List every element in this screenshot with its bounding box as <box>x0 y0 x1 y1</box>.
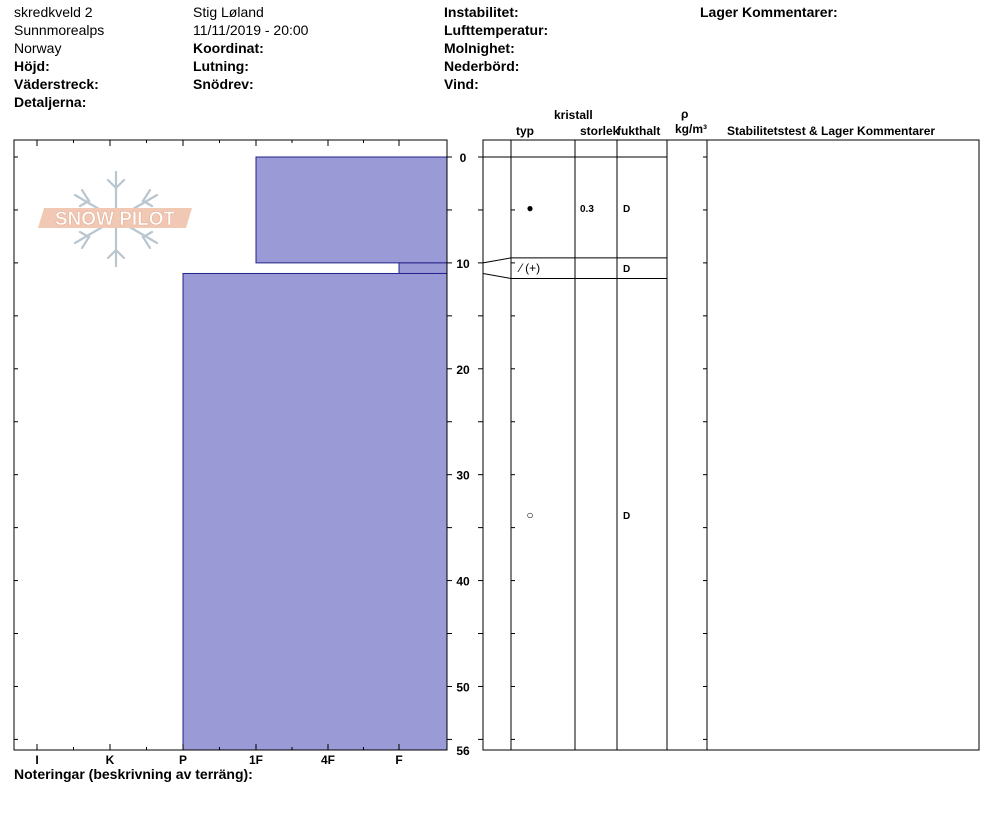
stability-header: Stabilitetstest & Lager Kommentarer <box>727 124 936 138</box>
observation-datetime: 11/11/2019 - 20:00 <box>193 22 309 38</box>
grain-type-symbol: ○ <box>526 507 534 522</box>
depth-tick-label: 10 <box>456 256 470 271</box>
x-tick-label: I <box>35 753 39 767</box>
air-temp-label: Lufttemperatur: <box>444 22 549 38</box>
size-header: storlek <box>580 124 620 138</box>
x-tick-label: F <box>395 753 403 767</box>
depth-tick-label: 50 <box>456 680 470 695</box>
snow-drift-label: Snödrev: <box>193 76 254 92</box>
x-tick-label: K <box>105 753 115 767</box>
notes-label: Noteringar (beskrivning av terräng): <box>14 766 253 782</box>
location-name: skredkveld 2 <box>14 4 93 20</box>
logo-text: SNOW PILOT <box>54 209 176 230</box>
grain-type-symbol: ⁄ (+) <box>519 261 541 276</box>
x-tick-label: P <box>178 753 188 767</box>
hardness-layer-bar <box>183 273 447 750</box>
grain-size-value: 0.3 <box>580 203 594 215</box>
hardness-layer-bar <box>399 263 447 274</box>
instability-label: Instabilitet: <box>444 4 519 20</box>
hardness-layer-bar <box>256 157 447 263</box>
moisture-header: fukthalt <box>617 124 661 138</box>
cloud-label: Molnighet: <box>444 40 515 56</box>
type-header: typ <box>516 124 534 138</box>
observer-name: Stig Løland <box>193 4 264 20</box>
moisture-value: D <box>623 264 631 276</box>
crystal-header: kristall <box>554 108 593 122</box>
aspect-label: Väderstreck: <box>14 76 99 92</box>
details-label: Detaljerna: <box>14 94 87 110</box>
grain-type-symbol: ● <box>526 200 534 215</box>
depth-tick-label: 40 <box>456 574 470 589</box>
x-tick-label: 1F <box>248 753 264 767</box>
range-name: Sunnmorealps <box>14 22 105 38</box>
depth-tick-label: 20 <box>456 362 470 377</box>
density-symbol: ρ <box>681 107 689 121</box>
layer-comments-label: Lager Kommentarer: <box>700 4 838 20</box>
precipitation-label: Nederbörd: <box>444 58 520 74</box>
layer-table-frame <box>483 140 979 750</box>
elevation-label: Höjd: <box>14 58 50 74</box>
wind-label: Vind: <box>444 76 479 92</box>
density-unit: kg/m³ <box>675 122 708 136</box>
depth-tick-label: 30 <box>456 468 470 483</box>
moisture-value: D <box>623 510 631 522</box>
coordinate-label: Koordinat: <box>193 40 264 56</box>
moisture-value: D <box>623 203 631 215</box>
country-name: Norway <box>14 40 62 56</box>
slope-label: Lutning: <box>193 58 249 74</box>
x-tick-label: 4F <box>320 753 336 767</box>
depth-tick-label: 56 <box>456 744 470 758</box>
depth-tick-label: 0 <box>459 151 467 165</box>
